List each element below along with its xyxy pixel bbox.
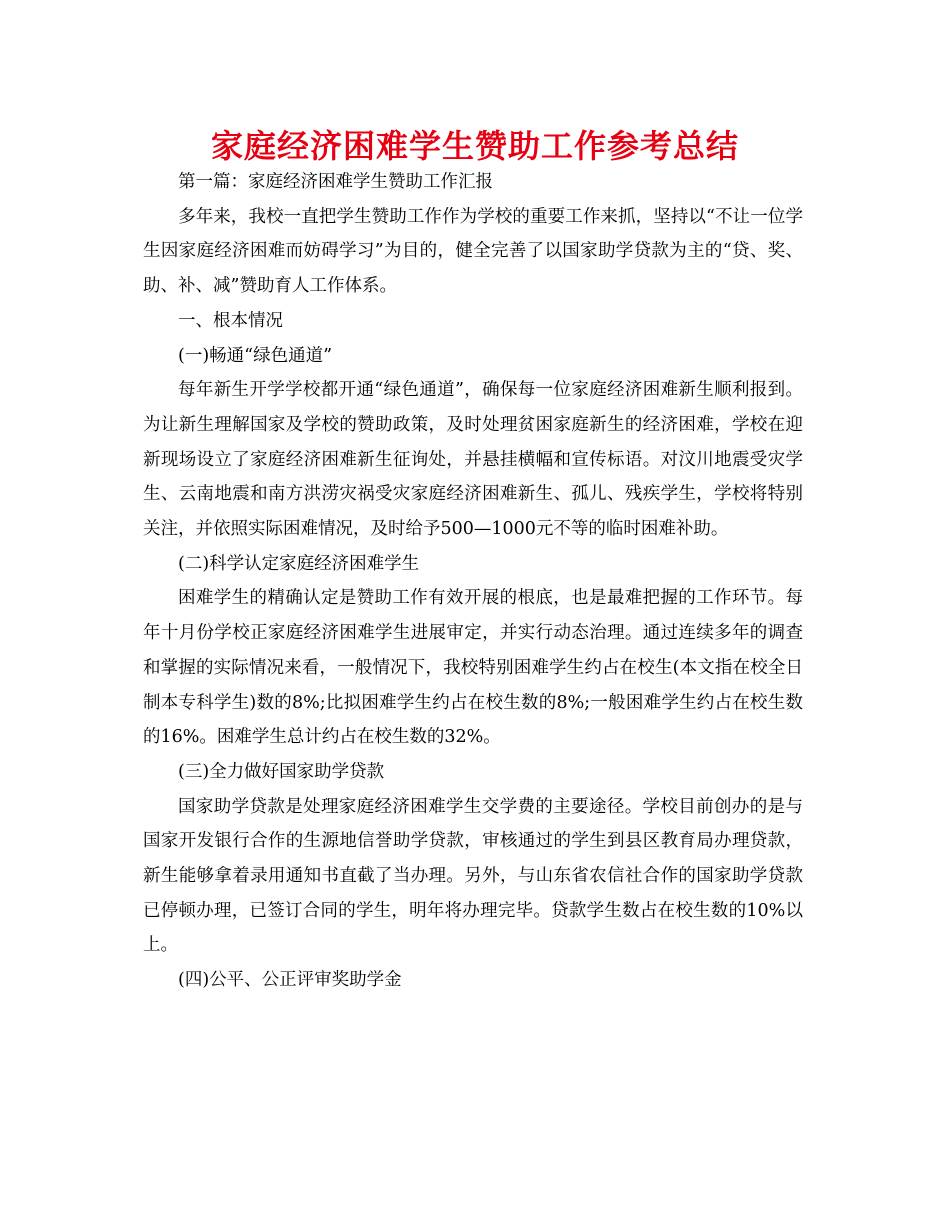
document-body bbox=[143, 165, 803, 998]
subsection-heading: (一)畅通“绿色通道” bbox=[178, 345, 333, 366]
section-heading: 第一篇：家庭经济困难学生赞助工作汇报 bbox=[178, 172, 493, 192]
subsection-heading: (四)公平、公正评审奖助学金 bbox=[178, 970, 402, 991]
body-paragraph: 国家助学贷款是处理家庭经济困难学生交学费的主要途径。学校目前创办的是与国家开发银行合作的生源地信誉助学贷款，审核通过的学生到县区教育局办理贷款，新生能够拿着录用通知书直截了当办理。另外，与山东省农信社合作的国家助学贷款已停顿办理，已签订合同的学生，明年将办理完毕。贷款学生数占在校生数的10%以上。 bbox=[143, 796, 803, 956]
body-paragraph: 困难学生的精确认定是赞助工作有效开展的根底，也是最难把握的工作环节。每年十月份学校正家庭经济困难学生进展审定，并实行动态治理。通过连续多年的调查和掌握的实际情况来看，一般情况下，我校特别困难学生约占在校生(本文指在校全日制本专科学生)数的8%;比拟困难学生约占在校生数的8%;一般困难学生约占在校生数的16%。困难学生总计约占在校生数的32%。 bbox=[143, 588, 803, 748]
body-paragraph: 多年来，我校一直把学生赞助工作作为学校的重要工作来抓，坚持以“不让一位学生因家庭经济困难而妨碍学习”为目的，健全完善了以国家助学贷款为主的“贷、奖、助、补、减”赞助育人工作体系。 bbox=[143, 206, 803, 297]
subsection-heading: (二)科学认定家庭经济困难学生 bbox=[178, 553, 420, 574]
section-heading: 一、根本情况 bbox=[178, 310, 283, 331]
subsection-heading: (三)全力做好国家助学贷款 bbox=[178, 761, 385, 782]
document-title: 家庭经济困难学生赞助工作参考总结 bbox=[210, 127, 739, 165]
body-paragraph: 每年新生开学学校都开通“绿色通道”，确保每一位家庭经济困难新生顺利报到。为让新生理解国家及学校的赞助政策，及时处理贫困家庭新生的经济困难，学校在迎新现场设立了家庭经济困难新生征询处，并悬挂横幅和宣传标语。对汶川地震受灾学生、云南地震和南方洪涝灾祸受灾家庭经济困难新生、孤儿、残疾学生，学校将特别关注，并依照实际困难情况，及时给予500—1000元不等的临时困难补助。 bbox=[143, 380, 803, 540]
